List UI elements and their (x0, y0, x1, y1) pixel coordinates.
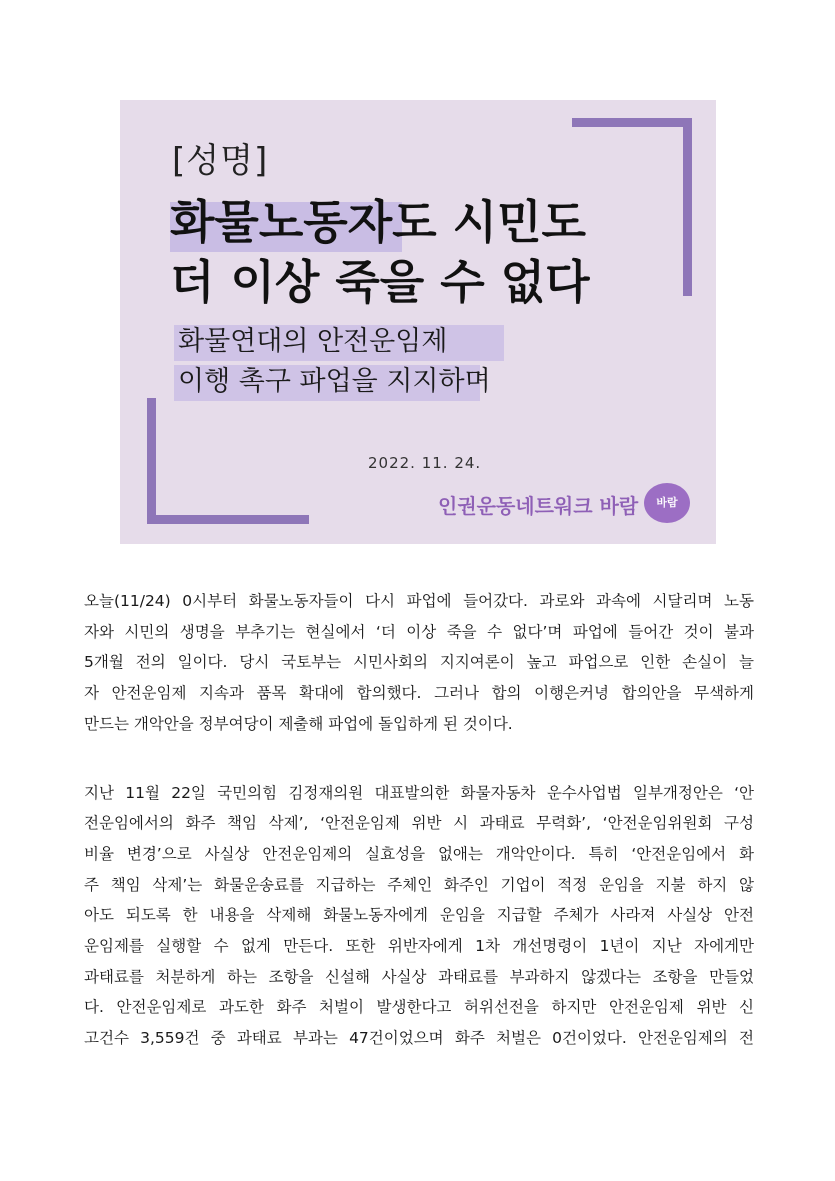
subheadline-line-2: 이행 촉구 파업을 지지하며 (178, 362, 491, 402)
paragraph-1 (84, 586, 754, 740)
bracket-bottom-left-vertical (147, 398, 156, 524)
headline-line-2: 더 이상 죽을 수 없다 (170, 255, 590, 309)
subheadline (178, 322, 491, 402)
organization-name: 인권운동네트워크 바람 (438, 494, 639, 518)
subheadline-line-1: 화물연대의 안전운임제 (178, 322, 491, 362)
statement-date: 2022. 11. 24. (368, 454, 482, 472)
bracket-top-right-horizontal (572, 118, 692, 127)
body-line: 자 안전운임제 지속과 품목 확대에 합의했다. 그러나 합의 이행은커녕 합의안을 무색하게 (84, 684, 754, 703)
body-line: 아도 되도록 한 내용을 삭제해 화물노동자에게 운임을 지급할 주체가 사라져 사실상 안전 (84, 906, 754, 925)
paragraph-2 (84, 778, 754, 1054)
body-line: 주 책임 삭제’는 화물운송료를 지급하는 주체인 화주인 기업이 적정 운임을 지불 하지 않 (84, 875, 754, 894)
paragraph-gap (84, 740, 754, 778)
body-line: 자와 시민의 생명을 부추기는 현실에서 ‘더 이상 죽을 수 없다’며 파업에 들어간 것이 불과 (84, 622, 754, 641)
body-line: 오늘(11/24) 0시부터 화물노동자들이 다시 파업에 들어갔다. 과로와 과속에 시달리며 노동 (84, 592, 754, 610)
body-line: 과태료를 처분하게 하는 조항을 신설해 사실상 과태료를 부과하지 않겠다는 조항을 만들었 (84, 967, 754, 986)
body-line: 비율 변경’으로 사실상 안전운임제의 실효성을 없애는 개악안이다. 특히 ‘안전운임에서 화 (84, 844, 754, 863)
headline-line-1: 화물노동자도 시민도 (170, 192, 590, 252)
body-line: 다. 안전운임제로 과도한 화주 처벌이 발생한다고 허위선전을 하지만 안전운임제 위반 신 (84, 998, 754, 1017)
body-line: 만드는 개악안을 정부여당이 제출해 파업에 돌입하게 된 것이다. (84, 714, 513, 733)
statement-banner (120, 100, 716, 544)
statement-tag: [성명] (172, 141, 269, 181)
headline (170, 192, 590, 312)
organization-logo: 바람 (644, 483, 690, 523)
body-line: 지난 11월 22일 국민의힘 김정재의원 대표발의한 화물자동차 운수사업법 일부개정안은 ‘안 (84, 783, 754, 802)
body-line: 전운임에서의 화주 책임 삭제’, ‘안전운임제 위반 시 과태료 무력화’, ‘안전운임위원회 구성 (84, 814, 754, 833)
body-line: 운임제를 실행할 수 없게 만든다. 또한 위반자에게 1차 개선명령이 1년이 지난 자에게만 (84, 937, 754, 956)
bracket-bottom-left-horizontal (147, 515, 309, 524)
statement-body (84, 586, 754, 1054)
body-line: 고건수 3,559건 중 과태료 부과는 47건이었으며 화주 처벌은 0건이었다. 안전운임제의 전 (84, 1029, 754, 1048)
bracket-top-right-vertical (683, 118, 692, 296)
body-line: 5개월 전의 일이다. 당시 국토부는 시민사회의 지지여론이 높고 파업으로 인한 손실이 늘 (84, 653, 754, 672)
